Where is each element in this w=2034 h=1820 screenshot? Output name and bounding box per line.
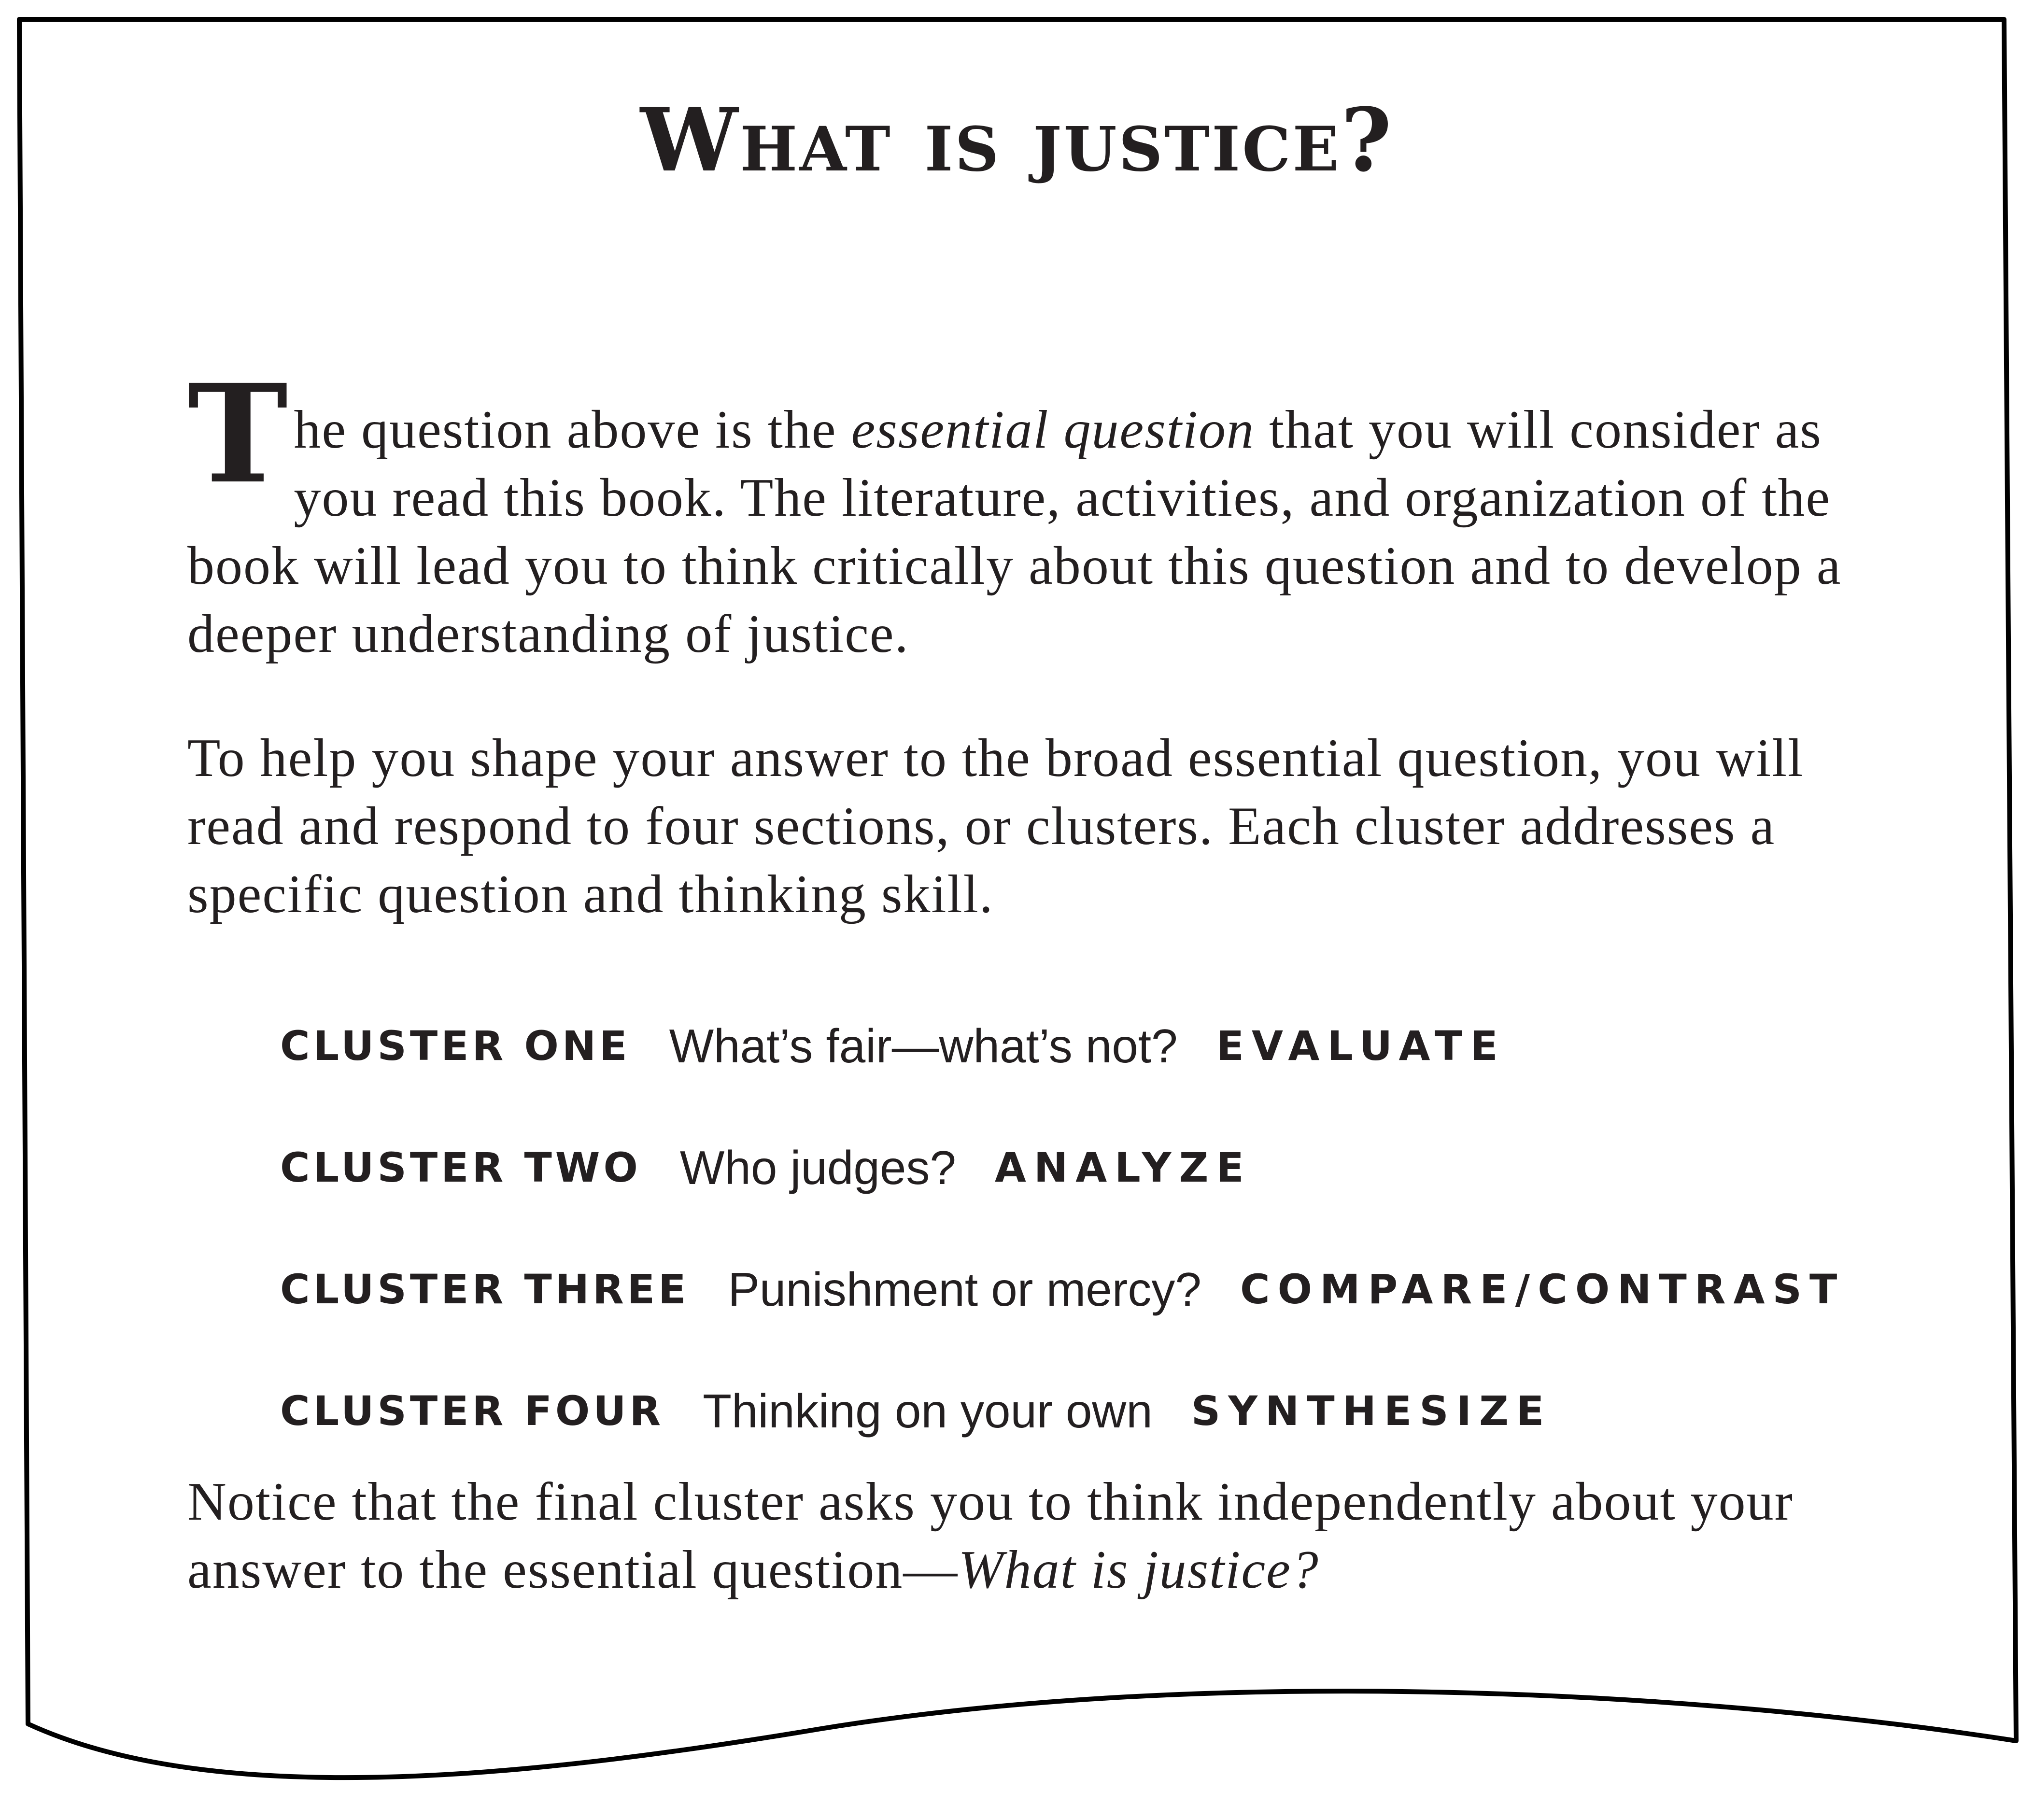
page-title: What is justice? [640,89,1394,191]
intro-italic-phrase: essential question [851,400,1255,460]
intro-paragraph [187,355,1868,668]
cluster-item [280,1107,1874,1228]
cluster-item [280,1228,1874,1350]
intro-text-end: that you will consider as you read this book. The literature, activities, and organization of the book will lead you to think critically about this question and to develop a deeper understanding of justice. [187,400,1842,664]
closing-text: Notice that the final cluster asks you to think independently about your answer to the essential question— [187,1472,1794,1600]
second-paragraph: To help you shape your answer to the broad essential question, you will read and respond to four sections, or clusters. Each cluster addresses a specific question and thinking skill. [187,728,1804,924]
cluster-label: CLUSTER TWO [280,1144,641,1191]
cluster-item [280,985,1874,1107]
cluster-skill: COMPARE/CONTRAST [1240,1266,1845,1313]
drop-cap: T [187,355,289,514]
closing-italic-question: What is justice? [958,1540,1319,1600]
cluster-skill: EVALUATE [1216,1022,1506,1070]
cluster-label: CLUSTER THREE [280,1266,690,1313]
cluster-question: Thinking on your own [703,1384,1153,1438]
cluster-label: CLUSTER ONE [280,1022,631,1070]
cluster-skill: ANALYZE [994,1144,1252,1191]
cluster-label: CLUSTER FOUR [280,1387,664,1435]
cluster-question: What’s fair—what’s not? [669,1019,1178,1072]
closing-paragraph [187,1468,1868,1604]
cluster-question: Who judges? [679,1141,956,1194]
intro-text-start: he question above is the [294,400,851,460]
cluster-list [280,985,1874,1472]
cluster-question: Punishment or mercy? [728,1262,1201,1316]
cluster-skill: SYNTHESIZE [1191,1387,1552,1435]
cluster-item [280,1350,1874,1472]
